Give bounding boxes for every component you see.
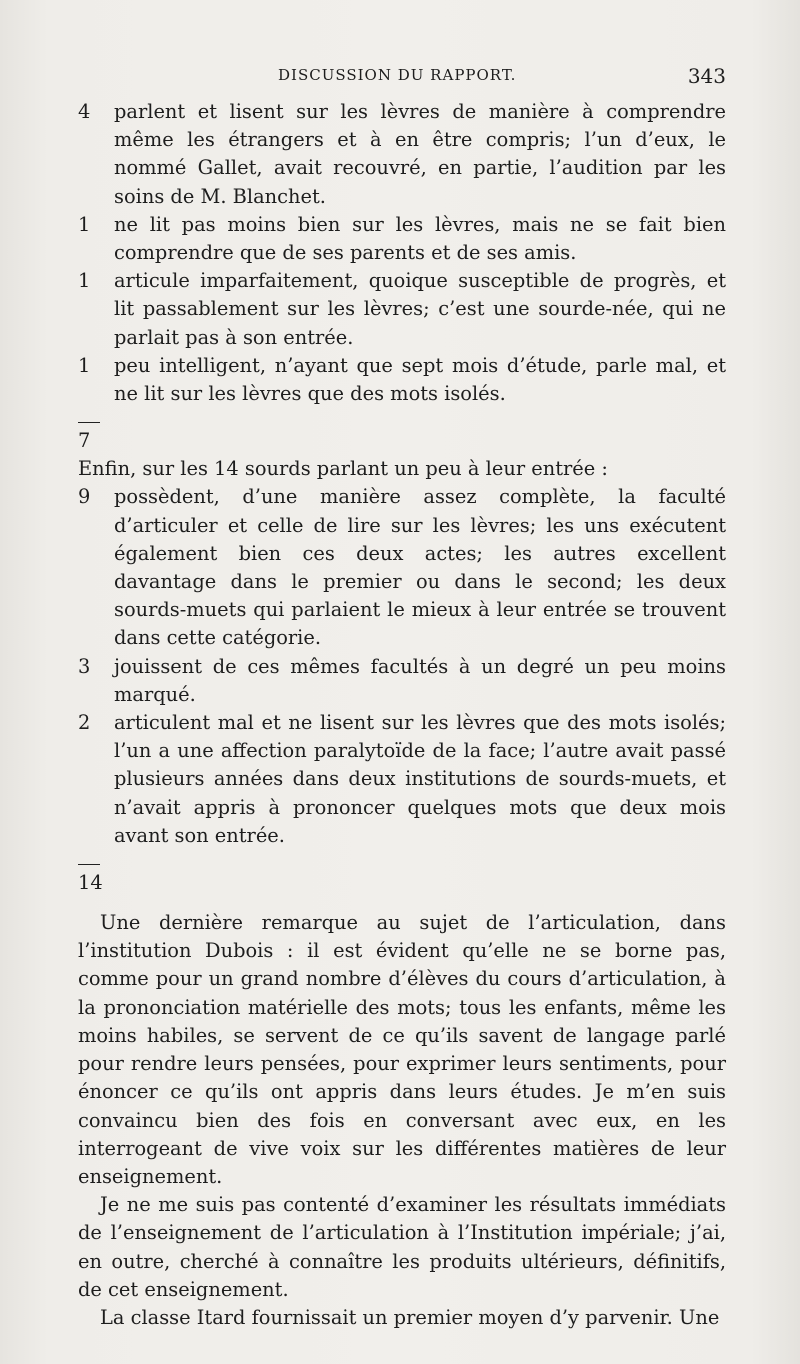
item-count: 3	[78, 654, 91, 678]
item-count: 4	[78, 100, 91, 123]
item-text: articulent mal et ne lisent sur les lèvres que des mots isolés; l’un a une affection paralytoïde de la face; l’autre avait passé plusieurs années dans deux institutions de sourds-muets, et n’avait appris à prononcer quelques mots que deux mois avant son entrée.	[114, 711, 726, 847]
item-count: 1	[78, 353, 91, 377]
sum-rule	[78, 864, 100, 865]
paragraph: La classe Itard fournissait un premier moyen d’y parvenir. Une	[100, 1305, 720, 1329]
paragraph: Une dernière remarque au sujet de l’articulation, dans l’institution Dubois : il est évident qu’elle ne se borne pas, comme pour un grand nombre d’élèves du cours d’articulation, à la prononciation matérielle des mots; tous les enfants, même les moins habiles, se servent de ce qu’ils savent de langage parlé pour rendre leurs pensées, pour exprimer leurs sentiments, pour énoncer ce qu’ils ont appris dans leurs études. Je m’en suis convaincu bien des fois en conversant avec eux, en les interrogeant de vive voix sur les différentes matières de leur enseignement.	[78, 911, 726, 1188]
list-item	[78, 267, 726, 352]
item-text: parlent et lisent sur les lèvres de manière à comprendre même les étrangers et à en être compris; l’un d’eux, le nommé Gallet, avait recouvré, en partie, l’audition par les soins de M. Blanchet.	[114, 100, 726, 208]
item-count: 1	[78, 212, 91, 236]
page-number: 343	[687, 64, 726, 88]
item-text: articule imparfaitement, quoique susceptible de progrès, et lit passablement sur les lèvres; c’est une sourde-née, qui ne parlait pas à son entrée.	[114, 269, 726, 349]
list-item	[78, 352, 726, 408]
item-text: peu intelligent, n’ayant que sept mois d’étude, parle mal, et ne lit sur les lèvres que des mots isolés.	[114, 353, 726, 406]
item-count: 1	[78, 269, 91, 293]
list-item	[78, 709, 726, 850]
list-item	[78, 653, 726, 709]
group-total: 7	[78, 429, 91, 453]
group-1-list	[78, 98, 726, 455]
list-item	[78, 98, 726, 211]
paragraph: Je ne me suis pas contenté d’examiner les résultats immédiats de l’enseignement de l’articulation à l’Institution impériale; j’ai, en outre, cherché à connaître les produits ultérieurs, définitifs, de cet enseignement.	[78, 1193, 726, 1301]
item-text: jouissent de ces mêmes facultés à un degré un peu moins marqué.	[114, 654, 726, 706]
list-item	[78, 483, 726, 652]
running-title: DISCUSSION DU RAPPORT.	[278, 66, 517, 84]
item-count: 2	[78, 711, 91, 735]
spacer	[78, 897, 726, 909]
list-item	[78, 211, 726, 267]
page-header	[78, 66, 726, 92]
group-total: 14	[78, 871, 103, 895]
item-count: 9	[78, 485, 91, 509]
sum-rule	[78, 422, 100, 423]
body-text	[78, 98, 726, 1332]
item-text: possèdent, d’une manière assez complète, la faculté d’articuler et celle de lire sur les lèvres; les uns exécutent également bien ces deux actes; les autres excellent davantage dans le premier ou dans le second; les deux sourds-muets qui parlaient le mieux à leur entrée se trouvent dans cette catégorie.	[114, 485, 726, 650]
item-text: ne lit pas moins bien sur les lèvres, mais ne se fait bien comprendre que de ses parents et de ses amis.	[114, 212, 726, 265]
group-2-intro: Enfin, sur les 14 sourds parlant un peu à leur entrée :	[78, 457, 608, 481]
group-2-list	[78, 483, 726, 897]
